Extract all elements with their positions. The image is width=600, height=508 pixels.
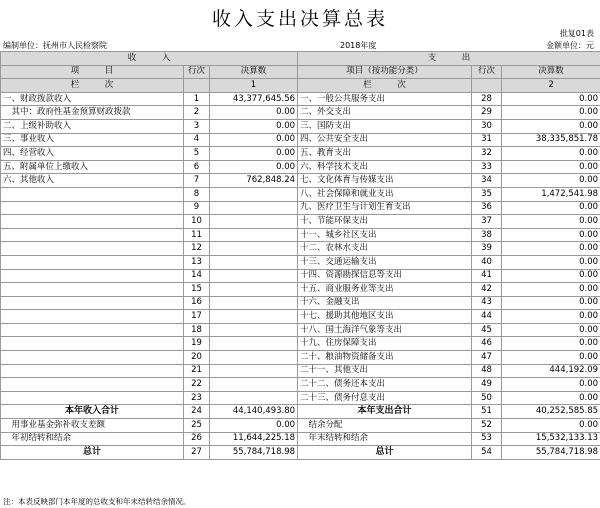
expense-amount: 0.00	[502, 419, 600, 433]
income-amount: 43,377,645.56	[210, 92, 298, 106]
income-item	[1, 364, 184, 378]
expense-amount: 1,472,541.98	[502, 187, 600, 201]
expense-seq: 30	[472, 119, 502, 133]
income-seq: 25	[184, 419, 210, 433]
income-item: 用事业基金弥补收支差额	[1, 419, 184, 433]
income-seq: 14	[184, 269, 210, 283]
table-row	[1, 364, 600, 378]
income-seq: 9	[184, 201, 210, 215]
expense-amount: 0.00	[502, 323, 600, 337]
expense-amount: 0.00	[502, 391, 600, 405]
expense-item: 五、教育支出	[298, 147, 472, 161]
expense-item: 三、国防支出	[298, 119, 472, 133]
col-amount: 决算数	[210, 65, 298, 79]
table-row	[1, 201, 600, 215]
expense-amount: 444,192.09	[502, 364, 600, 378]
expense-item: 二十一、其他支出	[298, 364, 472, 378]
income-amount	[210, 351, 298, 365]
income-amount	[210, 187, 298, 201]
income-header: 收 入	[1, 52, 298, 66]
empty-cell	[472, 79, 502, 93]
expense-amount: 0.00	[502, 378, 600, 392]
income-amount	[210, 255, 298, 269]
income-seq: 10	[184, 215, 210, 229]
income-amount: 0.00	[210, 119, 298, 133]
income-amount	[210, 242, 298, 256]
report-title: 收入支出决算总表	[211, 8, 388, 30]
income-item: 总计	[1, 446, 184, 460]
expense-seq: 49	[472, 378, 502, 392]
expense-amount: 0.00	[502, 351, 600, 365]
expense-item: 二十二、债务还本支出	[298, 378, 472, 392]
expense-item: 十七、援助其他地区支出	[298, 310, 472, 324]
income-item	[1, 215, 184, 229]
table-row	[1, 133, 600, 147]
income-amount	[210, 215, 298, 229]
income-seq: 6	[184, 160, 210, 174]
income-amount: 0.00	[210, 160, 298, 174]
expense-amount: 0.00	[502, 92, 600, 106]
expense-item: 八、社会保障和就业支出	[298, 187, 472, 201]
income-seq: 2	[184, 106, 210, 120]
table-row	[1, 296, 600, 310]
expense-amount: 0.00	[502, 160, 600, 174]
income-item	[1, 323, 184, 337]
table-row	[1, 378, 600, 392]
income-item	[1, 228, 184, 242]
expense-item: 七、文化体育与传媒支出	[298, 174, 472, 188]
expense-seq: 52	[472, 419, 502, 433]
income-item	[1, 242, 184, 256]
expense-seq: 37	[472, 215, 502, 229]
expense-seq: 36	[472, 201, 502, 215]
income-amount	[210, 201, 298, 215]
income-item: 三、事业收入	[1, 133, 184, 147]
expense-item: 九、医疗卫生与计划生育支出	[298, 201, 472, 215]
expense-seq: 42	[472, 283, 502, 297]
col-index-2: 2	[502, 79, 600, 93]
expense-seq: 41	[472, 269, 502, 283]
expense-item: 总计	[298, 446, 472, 460]
expense-item: 四、公共安全支出	[298, 133, 472, 147]
expense-item: 十六、金融支出	[298, 296, 472, 310]
income-seq: 5	[184, 147, 210, 161]
expense-seq: 34	[472, 174, 502, 188]
income-seq: 27	[184, 446, 210, 460]
expense-seq: 48	[472, 364, 502, 378]
expense-seq: 28	[472, 92, 502, 106]
form-code: 批复01表	[559, 29, 594, 38]
expense-item: 十八、国土海洋气象等支出	[298, 323, 472, 337]
income-amount	[210, 296, 298, 310]
header-row-columns	[1, 65, 600, 79]
income-seq: 24	[184, 405, 210, 419]
col-item: 项 目	[1, 65, 184, 79]
expense-amount: 15,532,133.13	[502, 432, 600, 446]
expense-seq: 54	[472, 446, 502, 460]
income-amount: 762,848.24	[210, 174, 298, 188]
table-row	[1, 160, 600, 174]
table-row	[1, 269, 600, 283]
expense-item: 十二、农林水支出	[298, 242, 472, 256]
expense-seq: 35	[472, 187, 502, 201]
income-item: 四、经营收入	[1, 147, 184, 161]
table-row	[1, 432, 600, 446]
income-item: 一、财政拨款收入	[1, 92, 184, 106]
col-amount-right: 决算数	[502, 65, 600, 79]
income-seq: 16	[184, 296, 210, 310]
income-item: 本年收入合计	[1, 405, 184, 419]
table-row	[1, 215, 600, 229]
income-item	[1, 269, 184, 283]
income-item	[1, 351, 184, 365]
expense-amount: 0.00	[502, 119, 600, 133]
income-amount	[210, 364, 298, 378]
income-seq: 11	[184, 228, 210, 242]
income-amount: 0.00	[210, 106, 298, 120]
income-amount	[210, 228, 298, 242]
expense-amount: 0.00	[502, 283, 600, 297]
table-row	[1, 106, 600, 120]
income-seq: 7	[184, 174, 210, 188]
income-item	[1, 255, 184, 269]
expense-item: 一、一般公共服务支出	[298, 92, 472, 106]
income-amount: 11,644,225.18	[210, 432, 298, 446]
expense-item: 十九、住房保障支出	[298, 337, 472, 351]
income-amount: 0.00	[210, 147, 298, 161]
income-item: 五、附属单位上缴收入	[1, 160, 184, 174]
table-row	[1, 228, 600, 242]
header-row-section	[1, 52, 600, 66]
table-row	[1, 174, 600, 188]
empty-cell	[184, 79, 210, 93]
income-item: 年初结转和结余	[1, 432, 184, 446]
expense-seq: 33	[472, 160, 502, 174]
expense-item: 本年支出合计	[298, 405, 472, 419]
income-seq: 18	[184, 323, 210, 337]
expense-seq: 32	[472, 147, 502, 161]
income-item	[1, 296, 184, 310]
expense-seq: 51	[472, 405, 502, 419]
amount-unit: 金额单位：元	[546, 41, 594, 50]
income-seq: 12	[184, 242, 210, 256]
expense-seq: 39	[472, 242, 502, 256]
income-amount	[210, 323, 298, 337]
expense-header: 支 出	[298, 52, 600, 66]
expense-item: 二十、粮油物资储备支出	[298, 351, 472, 365]
expense-seq: 38	[472, 228, 502, 242]
expense-item: 结余分配	[298, 419, 472, 433]
expense-amount: 0.00	[502, 310, 600, 324]
income-item	[1, 310, 184, 324]
table-row	[1, 187, 600, 201]
table-row	[1, 310, 600, 324]
budget-table	[0, 51, 600, 460]
expense-amount: 55,784,718.98	[502, 446, 600, 460]
col-label: 栏 次	[1, 79, 184, 93]
income-item	[1, 391, 184, 405]
expense-amount: 0.00	[502, 174, 600, 188]
income-item	[1, 378, 184, 392]
expense-seq: 31	[472, 133, 502, 147]
expense-item: 十四、资源勘探信息等支出	[298, 269, 472, 283]
income-amount	[210, 391, 298, 405]
table-row	[1, 446, 600, 460]
expense-amount: 0.00	[502, 228, 600, 242]
income-seq: 15	[184, 283, 210, 297]
expense-amount: 0.00	[502, 147, 600, 161]
income-amount	[210, 310, 298, 324]
header-row-index	[1, 79, 600, 93]
table-row	[1, 351, 600, 365]
expense-amount: 0.00	[502, 269, 600, 283]
income-amount	[210, 283, 298, 297]
expense-item: 二、外交支出	[298, 106, 472, 120]
expense-amount: 38,335,851.78	[502, 133, 600, 147]
expense-item: 十、节能环保支出	[298, 215, 472, 229]
income-amount	[210, 269, 298, 283]
expense-item: 六、科学技术支出	[298, 160, 472, 174]
expense-item: 十三、交通运输支出	[298, 255, 472, 269]
col-label-right: 栏 次	[298, 79, 472, 93]
expense-seq: 45	[472, 323, 502, 337]
col-seq: 行次	[184, 65, 210, 79]
income-amount	[210, 378, 298, 392]
income-item	[1, 187, 184, 201]
income-seq: 3	[184, 119, 210, 133]
income-seq: 17	[184, 310, 210, 324]
expense-amount: 0.00	[502, 296, 600, 310]
income-item: 二、上级补助收入	[1, 119, 184, 133]
expense-seq: 46	[472, 337, 502, 351]
expense-seq: 40	[472, 255, 502, 269]
table-row	[1, 147, 600, 161]
col-exp-item: 项目（按功能分类）	[298, 65, 472, 79]
income-seq: 26	[184, 432, 210, 446]
expense-seq: 53	[472, 432, 502, 446]
report-year: 2018年度	[340, 41, 377, 50]
income-amount	[210, 337, 298, 351]
col-index-1: 1	[210, 79, 298, 93]
income-item	[1, 337, 184, 351]
income-item	[1, 201, 184, 215]
income-amount: 0.00	[210, 133, 298, 147]
expense-item: 年末结转和结余	[298, 432, 472, 446]
income-seq: 4	[184, 133, 210, 147]
expense-amount: 0.00	[502, 215, 600, 229]
table-row	[1, 242, 600, 256]
income-seq: 22	[184, 378, 210, 392]
expense-seq: 44	[472, 310, 502, 324]
expense-amount: 0.00	[502, 337, 600, 351]
income-item: 六、其他收入	[1, 174, 184, 188]
org-name: 编制单位：抚州市人民检察院	[3, 41, 107, 50]
expense-amount: 40,252,585.85	[502, 405, 600, 419]
expense-item: 十五、商业服务业等支出	[298, 283, 472, 297]
table-row	[1, 337, 600, 351]
col-seq-right: 行次	[472, 65, 502, 79]
footnote: 注：本表反映部门本年度的总收支和年末结转结余情况。	[3, 497, 191, 506]
income-seq: 19	[184, 337, 210, 351]
table-row	[1, 283, 600, 297]
income-seq: 8	[184, 187, 210, 201]
table-row	[1, 419, 600, 433]
expense-amount: 0.00	[502, 255, 600, 269]
income-amount: 0.00	[210, 419, 298, 433]
expense-amount: 0.00	[502, 106, 600, 120]
income-seq: 21	[184, 364, 210, 378]
income-seq: 20	[184, 351, 210, 365]
table-row	[1, 405, 600, 419]
table-row	[1, 92, 600, 106]
income-seq: 23	[184, 391, 210, 405]
table-row	[1, 323, 600, 337]
income-seq: 1	[184, 92, 210, 106]
expense-seq: 29	[472, 106, 502, 120]
expense-seq: 43	[472, 296, 502, 310]
table-row	[1, 119, 600, 133]
income-amount: 55,784,718.98	[210, 446, 298, 460]
expense-seq: 50	[472, 391, 502, 405]
expense-amount: 0.00	[502, 201, 600, 215]
expense-seq: 47	[472, 351, 502, 365]
expense-amount: 0.00	[502, 242, 600, 256]
income-amount: 44,140,493.80	[210, 405, 298, 419]
table-row	[1, 391, 600, 405]
table-row	[1, 255, 600, 269]
expense-item: 十一、城乡社区支出	[298, 228, 472, 242]
income-seq: 13	[184, 255, 210, 269]
income-item: 其中：政府性基金预算财政拨款	[1, 106, 184, 120]
income-item	[1, 283, 184, 297]
expense-item: 二十三、债务付息支出	[298, 391, 472, 405]
